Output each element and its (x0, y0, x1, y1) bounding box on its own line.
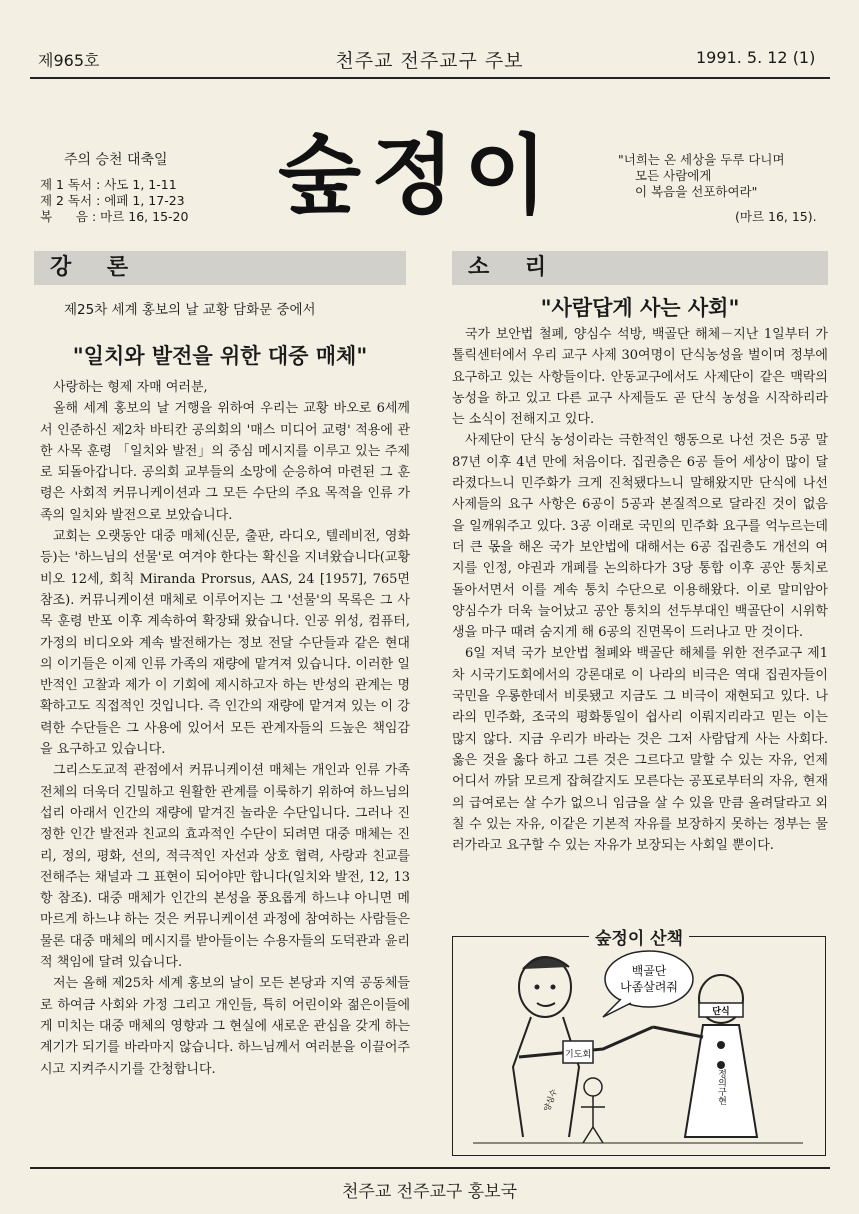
publication-name: 천주교 전주교구 주보 (335, 50, 524, 72)
reading-2: 제 2 독서 : 에페 1, 17-23 (40, 193, 185, 208)
homily-paragraph: 저는 올해 제25차 세계 홍보의 날이 모든 본당과 지역 공동체들로 하여금 사회와 가정 그리고 개인들, 특히 어린이와 젊은이들에게 미치는 대중 매체의 영향과 그 현실에 새로운 관심을 갖게 하는 계기가 되기를 바라마지 않습니다. 하느님께서 여러분을 이끌어주시고 지켜주시기를 간청합니다. (40, 976, 410, 1077)
reading-gospel: 복 음 : 마르 16, 15-20 (40, 209, 189, 224)
voice-paragraph: 국가 보안법 철폐, 양심수 석방, 백골단 해체－지난 1일부터 가톨릭센터에서 우리 교구 사제 30여명이 단식농성을 벌이며 정부에 요구하고 있는 사항들이다. 안동교구에서도 사제단이 같은 맥락의 농성을 하고 있고 다른 교구 사제들도 곧 단식 농성을 시작하리라는 소식이 전해지고 있다. (452, 327, 828, 428)
cartoon-label-justice: 정의구현 (716, 1069, 726, 1105)
cartoon-label-prisoner: 양심수 (542, 1087, 559, 1113)
quote-source: (마르 16, 15). (735, 209, 817, 224)
quote-line-3: 이 복음을 선포하여라" (635, 184, 758, 199)
quote-line-1: "너희는 온 세상을 두루 다니며 (618, 152, 785, 167)
homily-title: "일치와 발전을 위한 대중 매체" (72, 343, 368, 368)
voice-paragraph: 6일 저녁 국가 보안법 철폐와 백골단 해체를 위한 전주교구 제1차 시국기도회에서의 강론대로 이 나라의 비극은 역대 집권자들이 국민을 우롱한데서 비롯됐고 지금도 그 비극이 재현되고 있다. 나라의 민주화, 조국의 평화통일이 쉽사리 이뤄지리라고 믿는 이는 많지 않다. 지금 우리가 바라는 것은 그저 사람답게 사는 사회다. 옳은 것을 옳다 하고 그른 것은 그르다고 말할 수 있는 자유, 언제 어디서 까닭 모르게 잡혀갈지도 모른다는 공포로부터의 자유, 현재의 급여로는 살 수가 없으니 임금을 살 수 있을 만큼 올려달라고 외칠 수 있는 자유, 이같은 기본적 자유를 보장하지 못하는 정부는 물러가라고 요구할 수 있는 자유가 보장되는 사회일 뿐이다. (452, 646, 828, 854)
cartoon-bubble-line-2: 나좀살려줘 (620, 980, 678, 994)
footer-rule (30, 1167, 830, 1169)
cartoon-title: 숲정이 산책 (589, 924, 689, 949)
feast-name: 주의 승천 대축일 (64, 152, 168, 168)
cartoon-illustration (453, 937, 825, 1155)
header-rule (30, 77, 830, 79)
cartoon-label-prayer: 기도회 (564, 1050, 592, 1060)
homily-subtitle: 제25차 세계 홍보의 날 교황 담화문 중에서 (64, 302, 316, 318)
homily-paragraph: 교회는 오랫동안 대중 매체(신문, 출판, 라디오, 텔레비전, 영화 등)는 '하느님의 선물'로 여겨야 한다는 확신을 지녀왔습니다(교황 비오 12세, 회칙 Miranda Prorsus, AAS, 24 [1957], 765면 참조). 커뮤니케이션 매체로 이루어지는 그 '선물'의 목록은 그 사목 훈령 반포 이후 계속하여 확장돼 왔습니다. 인공 위성, 컴퓨터, 가정의 비디오와 계속 발전해가는 정보 전달 수단들과 같은 현대의 이기들은 이제 인류 가족의 재량에 맡겨져 있습니다. 이러한 일반적인 고찰과 제가 이 기회에 제시하고자 하는 반성의 관계는 명확하고도 직접적인 것입니다. 즉 인간의 재량에 맡겨져 있는 이 강력한 수단들은 그 사용에 있어서 모든 관계자들의 드높은 책임감을 요구하고 있습니다. (40, 529, 410, 758)
homily-paragraph: 사랑하는 형제 자매 여러분, (53, 380, 208, 395)
reading-1: 제 1 독서 : 사도 1, 1-11 (40, 177, 177, 192)
homily-paragraph: 올해 세계 홍보의 날 거행을 위하여 우리는 교황 바오로 6세께서 인준하신 제2차 바티칸 공의회의 '매스 미디어 교령' 적용에 관한 사목 훈령 「일치와 발전」의 중심 메시지를 이루고 있는 주제로 되돌아갑니다. 공의회 교부들의 소망에 순응하여 마련된 그 훈령은 사회적 커뮤니케이션과 그 모든 수단의 주요 목적을 인류 가족의 일치와 발전으로 보았습니다. (40, 401, 410, 523)
homily-paragraph: 그리스도교적 관점에서 커뮤니케이션 매체는 개인과 인류 가족 전체의 더욱더 긴밀하고 원활한 관계를 이룩하기 위하여 하느님의 섭리 아래서 인간의 재량에 맡겨진 놀라운 수단입니다. 그러나 진정한 인간 발전과 친교의 효과적인 수단이 되려면 대중 매체는 진리, 정의, 평화, 선의, 적극적인 자선과 상호 협력, 사랑과 친교를 전해주는 채널과 그 표현이 되어야만 합니다(일치와 발전, 12, 13항 참조). 대중 매체가 인간의 본성을 풍요롭게 하느냐 아니면 메마르게 하느냐 하는 것은 커뮤니케이션 과정에 참여하는 사람들은 물론 대중 매체의 메시지를 받아들이는 수용자들의 도덕관과 윤리적 책임에 달려 있습니다. (40, 763, 410, 971)
voice-body (452, 324, 828, 856)
cartoon-box (452, 929, 826, 1156)
section-homily: 강 론 (34, 251, 406, 285)
voice-paragraph: 사제단이 단식 농성이라는 극한적인 행동으로 나선 것은 5공 말 87년 이후 4년 만에 처음이다. 집권층은 6공 들어 세상이 많이 달라졌다느니 민주화가 크게 진척됐다느니 말해왔지만 단식에 나선 사제들의 요구 사항은 6공이 5공과 본질적으로 달라진 것이 없음을 일깨워주고 있다. 3공 이래로 국민의 민주화 요구를 억누르는데 더 큰 몫을 해온 국가 보안법에 대해서는 6공 집권층도 개선의 여지를 인정, 야권과 개폐를 논의하다가 3당 통합 이후 공안 통치로 돌아서면서 이를 계속 통치 수단으로 이용해왔다. 이로 말미암아 양심수가 더욱 늘어났고 공안 통치의 선두부대인 백골단이 시위학생을 마구 때려 숨지게 해 6공의 진면목이 드러나고 만 것이다. (452, 433, 828, 641)
cartoon-label-fast: 단식 (712, 1007, 730, 1017)
section-voice: 소 리 (452, 251, 828, 285)
issue-date: 1991. 5. 12 (1) (696, 48, 816, 67)
quote-line-2: 모든 사람에게 (635, 168, 712, 183)
homily-body (40, 377, 410, 1080)
issue-number: 제965호 (38, 51, 100, 70)
masthead-title: 숲정이 (278, 126, 558, 226)
publisher: 천주교 전주교구 홍보국 (341, 1182, 518, 1202)
cartoon-bubble-line-1: 백골단 (631, 964, 667, 978)
voice-title: "사람답게 사는 사회" (540, 295, 740, 320)
